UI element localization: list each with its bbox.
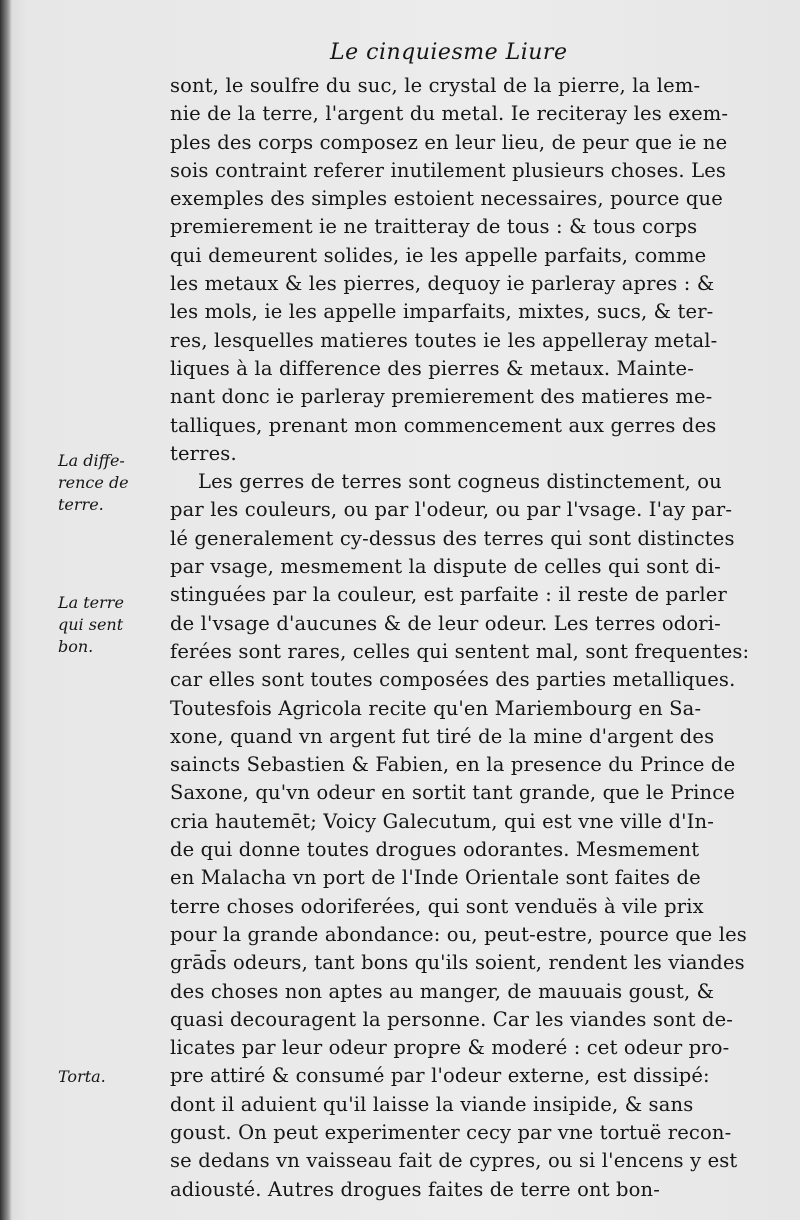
- text-line: se dedans vn vaisseau fait de cypres, ou si l'encens y est: [170, 1149, 738, 1173]
- text-line: nant donc ie parleray premierement des matieres me-: [170, 385, 713, 409]
- margin-note-line: bon.: [58, 637, 94, 656]
- text-line: les metaux & les pierres, dequoy ie parleray apres : &: [170, 272, 715, 296]
- text-line: licates par leur odeur propre & moderé : cet odeur pro-: [170, 1036, 730, 1060]
- margin-note-line: Torta.: [58, 1067, 106, 1086]
- text-line: pre attiré & consumé par l'odeur externe, est dissipé:: [170, 1064, 710, 1088]
- margin-note-line: terre.: [58, 495, 104, 514]
- text-line: pour la grande abondance: ou, peut-estre, pource que les: [170, 922, 747, 946]
- text-line: lé generalement cy-dessus des terres qui sont distinctes: [170, 526, 735, 550]
- margin-note-line: rence de: [58, 473, 129, 492]
- text-line: grād̄s odeurs, tant bons qu'ils soient, rendent les viandes: [170, 951, 745, 975]
- text-line: des choses non aptes au manger, de mauuais goust, &: [170, 979, 715, 1003]
- text-line: res, lesquelles matieres toutes ie les appelleray metal-: [170, 328, 718, 352]
- text-line: qui demeurent solides, ie les appelle parfaits, comme: [170, 243, 707, 267]
- margin-note-difference-de-terre: [58, 450, 158, 516]
- text-line: de qui donne toutes drogues odorantes. Mesmement: [170, 838, 700, 862]
- text-line: terres.: [170, 441, 237, 465]
- text-line: adiousté. Autres drogues faites de terre ont bon-: [170, 1177, 660, 1201]
- running-head: Le cinquiesme Liure: [330, 40, 568, 65]
- text-line: ferées sont rares, celles qui sentent mal, sont frequentes:: [170, 639, 750, 663]
- margin-note-torta: [58, 1066, 158, 1088]
- text-line: car elles sont toutes composées des parties metalliques.: [170, 668, 736, 692]
- text-line: premierement ie ne traitteray de tous : & tous corps: [170, 215, 698, 239]
- margin-note-line: qui sent: [58, 615, 124, 634]
- text-line: les mols, ie les appelle imparfaits, mixtes, sucs, & ter-: [170, 300, 714, 324]
- text-line: xone, quand vn argent fut tiré de la mine d'argent des: [170, 724, 715, 748]
- text-line: talliques, prenant mon commencement aux gerres des: [170, 413, 717, 437]
- text-line: goust. On peut experimenter cecy par vne tortuë recon-: [170, 1120, 732, 1144]
- text-line: par vsage, mesmement la dispute de celles qui sont di-: [170, 555, 721, 579]
- book-spine-shadow: [0, 0, 12, 1220]
- text-line: saincts Sebastien & Fabien, en la presence du Prince de: [170, 753, 736, 777]
- text-line: terre choses odoriferées, qui sont venduës à vile prix: [170, 894, 704, 918]
- text-line: quasi decouragent la personne. Car les viandes sont de-: [170, 1007, 734, 1031]
- text-line: en Malacha vn port de l'Inde Orientale sont faites de: [170, 866, 701, 890]
- body-text: [170, 72, 770, 1204]
- margin-note-line: La terre: [58, 593, 124, 612]
- text-line: de l'vsage d'aucunes & de leur odeur. Les terres odori-: [170, 611, 721, 635]
- text-line: Saxone, qu'vn odeur en sortit tant grande, que le Prince: [170, 781, 736, 805]
- margin-note-terre-qui-sent-bon: [58, 592, 158, 658]
- text-line: stinguées par la couleur, est parfaite : il reste de parler: [170, 583, 727, 607]
- text-line: par les couleurs, ou par l'odeur, ou par l'vsage. I'ay par-: [170, 498, 733, 522]
- text-line: cria hautemēt; Voicy Galecutum, qui est vne ville d'In-: [170, 809, 714, 833]
- text-line: nie de la terre, l'argent du metal. Ie reciteray les exem-: [170, 102, 729, 126]
- text-line: ples des corps composez en leur lieu, de peur que ie ne: [170, 130, 728, 154]
- text-line: Toutesfois Agricola recite qu'en Mariembourg en Sa-: [170, 696, 702, 720]
- text-line: liques à la difference des pierres & metaux. Mainte-: [170, 356, 694, 380]
- paragraph-start-line: Les gerres de terres sont cogneus distinctement, ou: [198, 470, 722, 494]
- text-line: sont, le soulfre du suc, le crystal de la pierre, la lem-: [170, 74, 701, 97]
- text-line: dont il aduient qu'il laisse la viande insipide, & sans: [170, 1092, 694, 1116]
- text-line: exemples des simples estoient necessaires, pource que: [170, 187, 723, 211]
- text-line: sois contraint referer inutilement plusieurs choses. Les: [170, 158, 727, 182]
- margin-note-line: La diffe-: [58, 451, 125, 470]
